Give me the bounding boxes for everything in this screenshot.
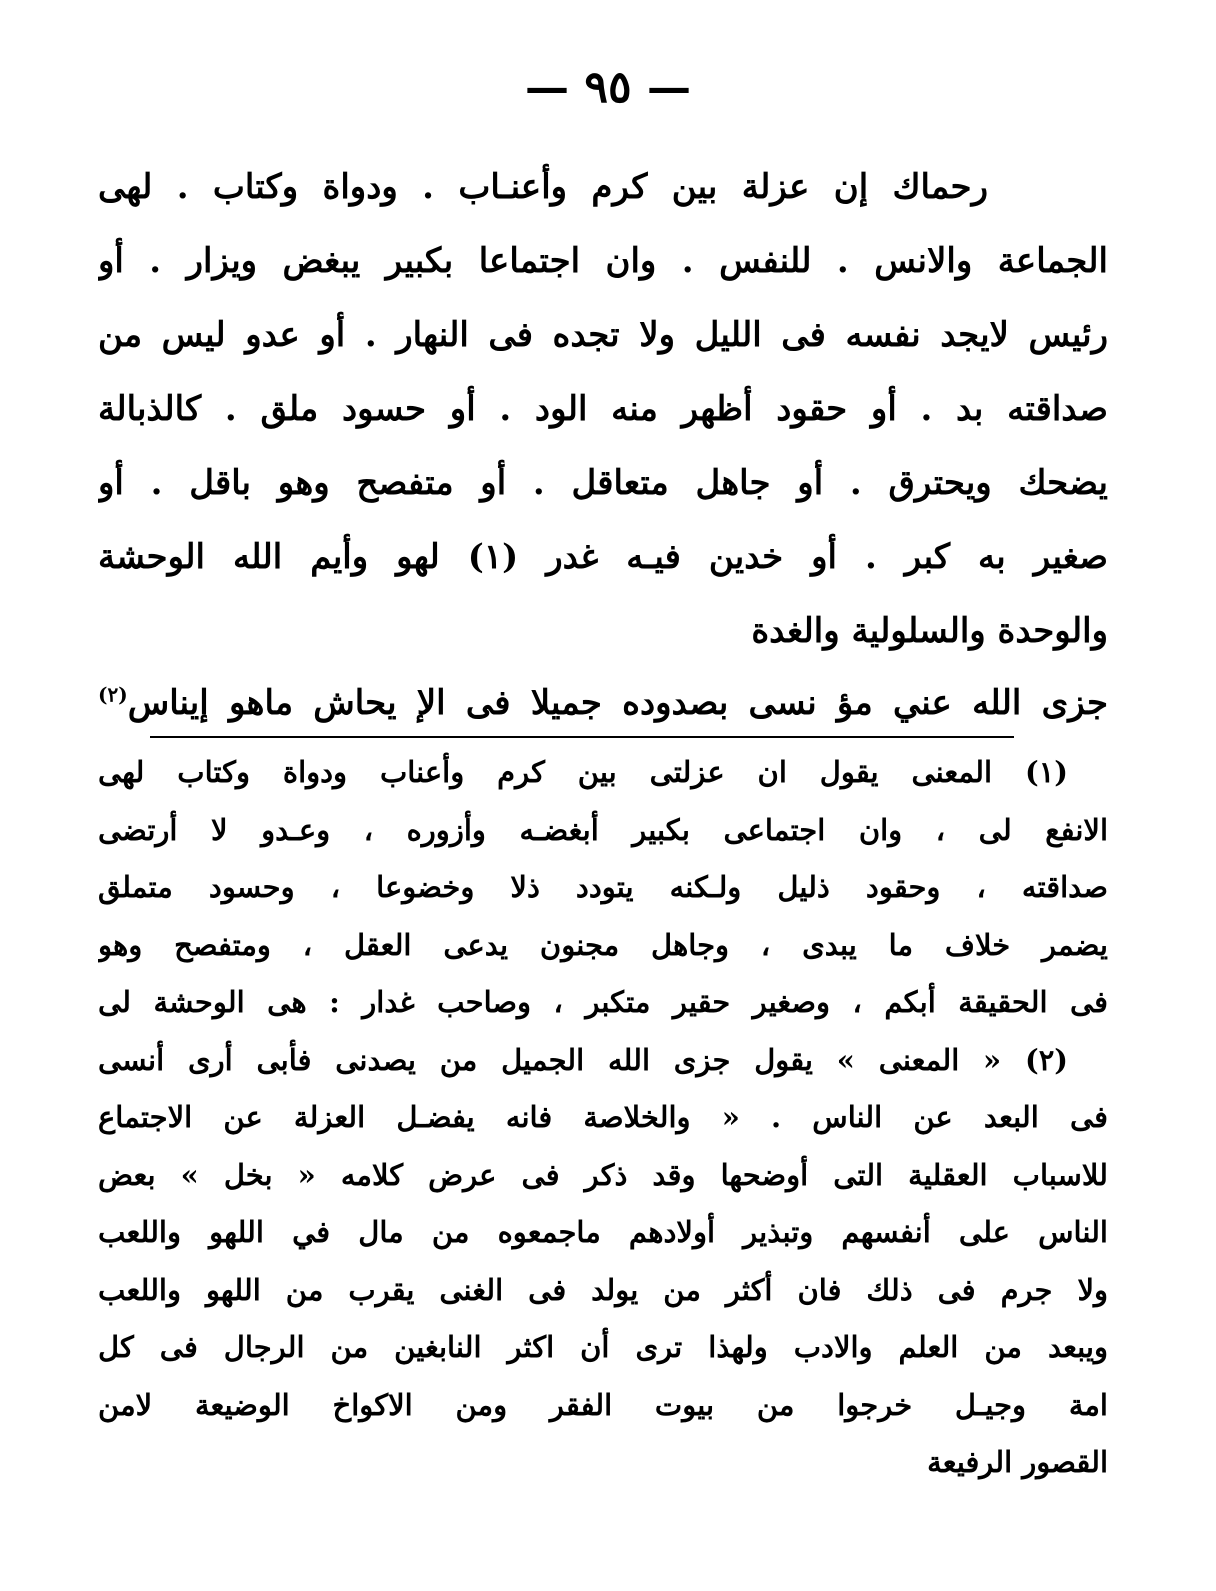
- main-text-line: صداقته بد . أو حقود أظهر منه الود . أو حسود ملق . كالذبالة: [98, 389, 1108, 429]
- footnote-line: ولا جرم فى ذلك فان أكثر من يولد فى الغنى يقرب من اللهو واللعب: [98, 1272, 1108, 1307]
- footnote-marker: (٢): [98, 682, 128, 707]
- main-text-line: رحماك إن عزلة بين كرم وأعنـاب . ودواة وكتاب . لهى: [98, 167, 988, 207]
- footnote-line: امة وجيـل خرجوا من بيوت الفقر ومن الاكواخ الوضيعة لامن: [98, 1387, 1108, 1422]
- main-text-line: صغير به كبر . أو خدين فيـه غدر (١) لهو وأيم الله الوحشة: [98, 537, 1108, 577]
- footnote-line: القصور الرفيعة: [927, 1445, 1108, 1479]
- poem-verse: [98, 668, 1108, 738]
- footnote-divider: [150, 736, 1014, 738]
- main-text-line: والوحدة والسلولية والغدة: [751, 611, 1108, 651]
- main-text-line: الجماعة والانس . للنفس . وان اجتماعا بكبير يبغض ويزار . أو: [98, 241, 1108, 281]
- footnotes: [98, 744, 1108, 1492]
- footnote-line: (١) المعنى يقول ان عزلتى بين كرم وأعناب ودواة وكتاب لهى: [98, 755, 1068, 789]
- main-text: [98, 150, 1108, 738]
- footnote-line: ويبعد من العلم والادب ولهذا ترى أن اكثر النابغين من الرجال فى كل: [98, 1330, 1108, 1364]
- main-text-line: يضحك ويحترق . أو جاهل متعاقل . أو متفصح وهو باقل . أو: [98, 463, 1108, 503]
- footnote-line: (٢) « المعنى » يقول جزى الله الجميل من يصدنى فأبى أرى أنسى: [98, 1042, 1068, 1077]
- poem-verse-text: جزى الله عني مؤ نسى بصدوده جميلا فى الإ يحاش ماهو إيناس: [127, 683, 1108, 723]
- footnote-line: الناس على أنفسهم وتبذير أولادهم ماجمعوه من مال في اللهو واللعب: [98, 1215, 1108, 1249]
- main-text-line: رئيس لايجد نفسه فى الليل ولا تجده فى النهار . أو عدو ليس من: [98, 315, 1108, 355]
- footnote-line: فى البعد عن الناس . « والخلاصة فانه يفضـل العزلة عن الاجتماع: [98, 1100, 1108, 1134]
- footnote-line: فى الحقيقة أبكم ، وصغير حقير متكبر ، وصاحب غدار : هى الوحشة لى: [98, 985, 1108, 1019]
- footnote-line: للاسباب العقلية التى أوضحها وقد ذكر فى عرض كلامه « بخل » بعض: [98, 1157, 1108, 1192]
- footnote-line: الانفع لى ، وان اجتماعى بكبير أبغضـه وأزوره ، وعـدو لا أرتضى: [98, 812, 1108, 847]
- page-number: — ٩٥ —: [525, 62, 691, 113]
- footnote-line: صداقته ، وحقود ذليل ولـكنه يتودد ذلا وخضوعا ، وحسود متملق: [98, 870, 1108, 904]
- footnote-line: يضمر خلاف ما يبدى ، وجاهل مجنون يدعى العقل ، ومتفصح وهو: [98, 927, 1108, 962]
